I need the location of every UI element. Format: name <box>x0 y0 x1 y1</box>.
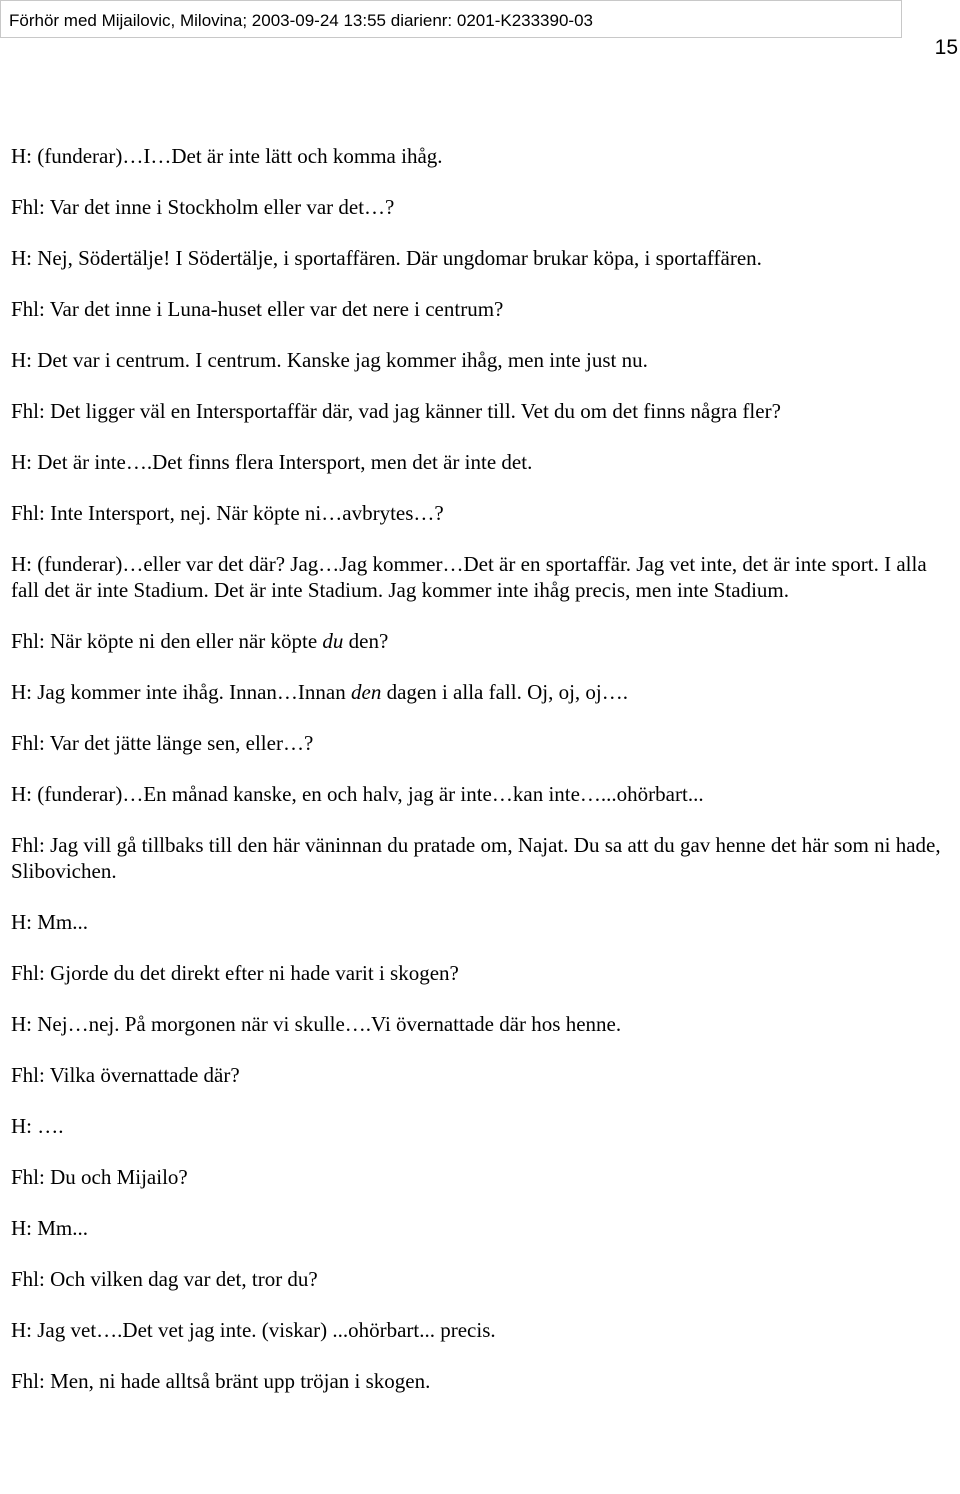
transcript-paragraph <box>11 1164 941 1190</box>
transcript-paragraph <box>11 551 941 603</box>
paragraph-text: H: Nej…nej. På morgonen när vi skulle….Vi övernattade där hos henne. <box>11 1012 622 1036</box>
paragraph-text: Fhl: Det ligger väl en Intersportaffär där, vad jag känner till. Vet du om det finns några fler? <box>11 399 781 423</box>
transcript-paragraph <box>11 960 941 986</box>
paragraph-text: H: (funderar)…En månad kanske, en och halv, jag är inte…kan inte…...ohörbart... <box>11 782 704 806</box>
paragraph-text: H: Det är inte….Det finns flera Intersport, men det är inte det. <box>11 450 533 474</box>
transcript-paragraph <box>11 398 941 424</box>
transcript-paragraph <box>11 500 941 526</box>
paragraph-text: Fhl: Var det jätte länge sen, eller…? <box>11 731 314 755</box>
paragraph-text: H: Mm... <box>11 1216 89 1240</box>
paragraph-text: Fhl: Du och Mijailo? <box>11 1165 188 1189</box>
transcript-paragraph <box>11 679 941 705</box>
transcript-paragraph <box>11 781 941 807</box>
paragraph-text: H: (funderar)…eller var det där? Jag…Jag kommer…Det är en sportaffär. Jag vet inte, det är inte sport. I alla fall det är inte Stadium. Det är inte Stadium. Jag kommer inte ihåg precis, men inte Stadium. <box>11 552 927 602</box>
emphasized-text: den <box>351 680 382 704</box>
paragraph-text: Fhl: Var det inne i Stockholm eller var det…? <box>11 195 395 219</box>
emphasized-text: du <box>322 629 344 653</box>
paragraph-text: Fhl: Vilka övernattade där? <box>11 1063 240 1087</box>
paragraph-text: Fhl: Och vilken dag var det, tror du? <box>11 1267 318 1291</box>
transcript-paragraph <box>11 730 941 756</box>
paragraph-text: H: Nej, Södertälje! I Södertälje, i sportaffären. Där ungdomar brukar köpa, i sportaffären. <box>11 246 762 270</box>
transcript-paragraph <box>11 1113 941 1139</box>
paragraph-text: H: (funderar)…I…Det är inte lätt och komma ihåg. <box>11 144 443 168</box>
transcript-paragraph <box>11 1011 941 1037</box>
paragraph-text: Fhl: Jag vill gå tillbaks till den här väninnan du pratade om, Najat. Du sa att du gav henne det här som ni hade, Slibovichen. <box>11 833 941 883</box>
paragraph-text: Fhl: Gjorde du det direkt efter ni hade varit i skogen? <box>11 961 459 985</box>
transcript-paragraph <box>11 1368 941 1394</box>
transcript-paragraph <box>11 1215 941 1241</box>
transcript-paragraph <box>11 909 941 935</box>
page-header <box>0 0 902 38</box>
paragraph-text: H: Jag vet….Det vet jag inte. (viskar) ...ohörbart... precis. <box>11 1318 496 1342</box>
transcript-paragraph <box>11 143 941 169</box>
paragraph-text: den? <box>343 629 389 653</box>
paragraph-text: Fhl: Var det inne i Luna-huset eller var det nere i centrum? <box>11 297 504 321</box>
paragraph-text: H: Jag kommer inte ihåg. Innan…Innan <box>11 680 351 704</box>
transcript-paragraph <box>11 194 941 220</box>
paragraph-text: H: Det var i centrum. I centrum. Kanske jag kommer ihåg, men inte just nu. <box>11 348 648 372</box>
transcript-paragraph <box>11 449 941 475</box>
paragraph-text: Fhl: När köpte ni den eller när köpte <box>11 629 323 653</box>
transcript-paragraph <box>11 1266 941 1292</box>
transcript-paragraph <box>11 628 941 654</box>
paragraph-text: Fhl: Men, ni hade alltså bränt upp tröjan i skogen. <box>11 1369 431 1393</box>
transcript-paragraph <box>11 245 941 271</box>
transcript-body <box>11 143 941 1419</box>
paragraph-text: H: Mm... <box>11 910 89 934</box>
page-number: 15 <box>934 36 958 59</box>
transcript-paragraph <box>11 832 941 884</box>
header-text: Förhör med Mijailovic, Milovina; 2003-09-24 13:55 diarienr: 0201-K233390-03 <box>9 11 593 30</box>
paragraph-text: H: …. <box>11 1114 64 1138</box>
transcript-paragraph <box>11 296 941 322</box>
paragraph-text: dagen i alla fall. Oj, oj, oj…. <box>381 680 629 704</box>
transcript-paragraph <box>11 1062 941 1088</box>
paragraph-text: Fhl: Inte Intersport, nej. När köpte ni…avbrytes…? <box>11 501 444 525</box>
transcript-paragraph <box>11 347 941 373</box>
transcript-paragraph <box>11 1317 941 1343</box>
